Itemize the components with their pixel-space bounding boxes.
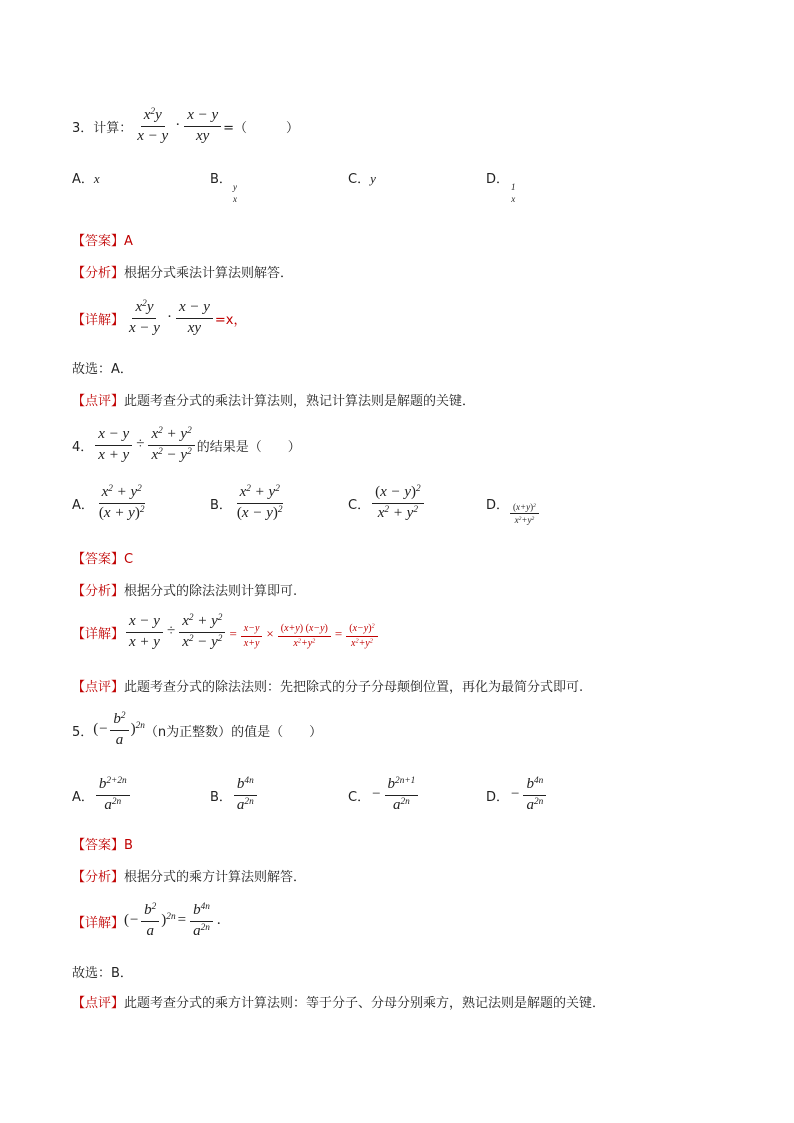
q4-detail: 【详解】 $\frac{x - y}{x + y}$ ÷ $\frac{x^2 + y^2}{x^2 - y^2}$ = $\frac{x-y}{x+y}$ × $\frac{(x+y) (x-y)}{x^2+y^2}$ = $\frac{(x-y)^2}{x^2+y^2}$ bbox=[72, 606, 380, 658]
q3-expression: $\frac{x^2y}{x - y}$ · $\frac{x - y}{xy}$ bbox=[132, 107, 223, 145]
q5-number: 5． bbox=[72, 724, 94, 740]
q3-number: 3．计算： bbox=[72, 120, 133, 136]
q3-option-d[interactable]: D． bbox=[486, 172, 510, 187]
q4-comment: 【点评】此题考查分式的除法法则：先把除式的分子分母颠倒位置，再化为最简分式即可. bbox=[72, 680, 584, 695]
q5-option-d[interactable]: D． − $\frac{b^{4n}}{a^{2n}}$ bbox=[486, 774, 548, 816]
q5-option-a[interactable]: A． $\frac{b^{2+2n}}{a^{2n}}$ bbox=[72, 774, 132, 816]
q4-option-b[interactable]: B． $\frac{x^2 + y^2}{(x - y)^2}$ bbox=[210, 484, 283, 521]
q5-condition: （n为正整数）的值是（ ） bbox=[144, 724, 323, 740]
q3-option-a[interactable]: A．x bbox=[72, 171, 100, 187]
q3-choice: 故选：A． bbox=[72, 362, 133, 377]
q3-comment: 【点评】此题考查分式的乘法计算法则，熟记计算法则是解题的关键． bbox=[72, 394, 476, 409]
q3-option-b[interactable]: B． bbox=[210, 172, 232, 187]
q3-analysis: 【分析】根据分式乘法计算法则解答． bbox=[72, 266, 294, 281]
q4-option-d-fraction: $\frac{(x+y)^2}{x^2+y^2}$ bbox=[508, 502, 541, 526]
q4-analysis: 【分析】根据分式的除法法则计算即可. bbox=[72, 584, 298, 599]
q5-choice: 故选：B． bbox=[72, 966, 133, 981]
q4-tail: 的结果是（ ） bbox=[196, 439, 301, 455]
q4-option-d[interactable]: D． bbox=[486, 498, 510, 513]
q5-comment: 【点评】此题考查分式的乘方计算法则：等于分子、分母分别乘方，熟记法则是解题的关键． bbox=[72, 996, 606, 1011]
q5-expression: (− $\frac{b^2}{a}$ )$^{2n}$ bbox=[93, 711, 145, 748]
q3-tail: =（ ） bbox=[223, 120, 300, 136]
q3-option-d-fraction: 1 x bbox=[511, 182, 516, 205]
q4-expression: $\frac{x - y}{x + y}$ ÷ $\frac{x^2 + y^2}{x^2 - y^2}$ bbox=[93, 426, 196, 464]
q5-option-c[interactable]: C． − $\frac{b^{2n+1}}{a^{2n}}$ bbox=[348, 774, 420, 816]
q5-analysis: 【分析】根据分式的乘方计算法则解答． bbox=[72, 870, 307, 885]
q4-number: 4． bbox=[72, 439, 94, 455]
q4-stem bbox=[72, 424, 301, 466]
q3-answer: 【答案】A bbox=[72, 234, 133, 249]
q3-option-c[interactable]: C．y bbox=[348, 171, 376, 187]
q3-stem bbox=[72, 108, 299, 144]
q3-detail: 【详解】 $\frac{x^2y}{x - y}$ · $\frac{x - y}{xy}$ =x， bbox=[72, 299, 247, 336]
q4-option-a[interactable]: A． $\frac{x^2 + y^2}{(x + y)^2}$ bbox=[72, 484, 145, 521]
q4-option-c[interactable]: C． $\frac{(x - y)^2}{x^2 + y^2}$ bbox=[348, 482, 426, 524]
q5-answer: 【答案】B bbox=[72, 838, 133, 853]
q5-option-b[interactable]: B． $\frac{b^{4n}}{a^{2n}}$ bbox=[210, 774, 259, 816]
q3-option-b-fraction: y x bbox=[233, 182, 237, 205]
q4-answer: 【答案】C bbox=[72, 552, 134, 567]
q5-stem bbox=[72, 708, 322, 752]
q5-detail: 【详解】 (− $\frac{b^2}{a}$ )$^{2n}$ = $\frac{b^{4n}}{a^{2n}}$ . bbox=[72, 902, 221, 939]
